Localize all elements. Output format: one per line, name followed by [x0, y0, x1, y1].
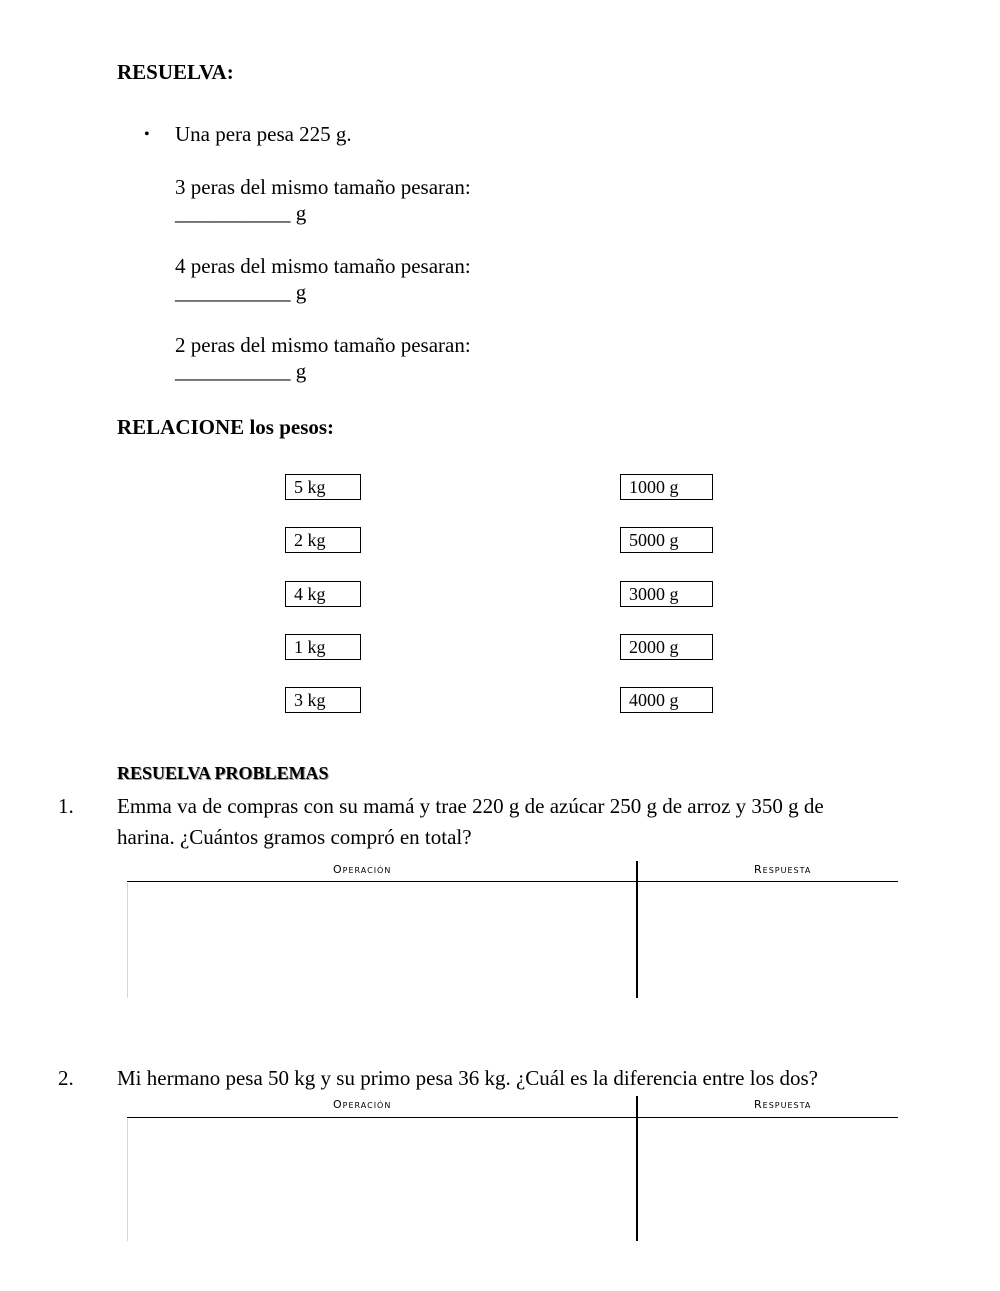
question-text: 2 peras del mismo tamaño pesaran: [175, 333, 471, 357]
problem-text-line: Mi hermano pesa 50 kg y su primo pesa 36 kg. ¿Cuál es la diferencia entre los dos? [117, 1066, 818, 1090]
table-header-rule [127, 881, 898, 882]
weight-box-g[interactable]: 5000 g [620, 527, 713, 553]
answer-blank[interactable]: ___________ g [175, 359, 307, 383]
question-text: 4 peras del mismo tamaño pesaran: [175, 254, 471, 278]
table-left-edge [127, 1119, 128, 1241]
weight-box-g[interactable]: 3000 g [620, 581, 713, 607]
weight-box-kg[interactable]: 1 kg [285, 634, 361, 660]
answer-header: Respuesta [754, 1098, 812, 1111]
weight-box-kg[interactable]: 5 kg [285, 474, 361, 500]
bullet-icon: • [144, 126, 150, 143]
answer-area[interactable] [640, 1119, 896, 1240]
operation-header: Operación [333, 1098, 392, 1111]
weight-box-kg[interactable]: 3 kg [285, 687, 361, 713]
answer-blank[interactable]: ___________ g [175, 201, 307, 225]
answer-table [127, 1096, 898, 1241]
table-divider [636, 861, 638, 998]
section-title-relacione: RELACIONE los pesos: [117, 415, 335, 439]
answer-table [127, 861, 898, 998]
answer-area[interactable] [640, 883, 896, 997]
table-divider [636, 1096, 638, 1241]
answer-header: Respuesta [754, 863, 812, 876]
problem-text-line: Emma va de compras con su mamá y trae 220 g de azúcar 250 g de arroz y 350 g de [117, 794, 824, 818]
operation-area[interactable] [129, 1119, 634, 1240]
section-title-resuelva: RESUELVA: [117, 60, 234, 84]
weight-box-kg[interactable]: 2 kg [285, 527, 361, 553]
question-text: 3 peras del mismo tamaño pesaran: [175, 175, 471, 199]
answer-blank[interactable]: ___________ g [175, 280, 307, 304]
operation-area[interactable] [129, 883, 634, 997]
problem-number: 2. [58, 1066, 74, 1090]
weight-box-g[interactable]: 1000 g [620, 474, 713, 500]
weight-box-g[interactable]: 4000 g [620, 687, 713, 713]
problem-text-line: harina. ¿Cuántos gramos compró en total? [117, 825, 472, 849]
weight-box-g[interactable]: 2000 g [620, 634, 713, 660]
weight-box-kg[interactable]: 4 kg [285, 581, 361, 607]
table-header-rule [127, 1117, 898, 1118]
operation-header: Operación [333, 863, 392, 876]
problem-number: 1. [58, 794, 74, 818]
problem-intro: Una pera pesa 225 g. [175, 122, 352, 146]
table-left-edge [127, 883, 128, 998]
section-title-problemas: RESUELVA PROBLEMAS [117, 763, 329, 783]
